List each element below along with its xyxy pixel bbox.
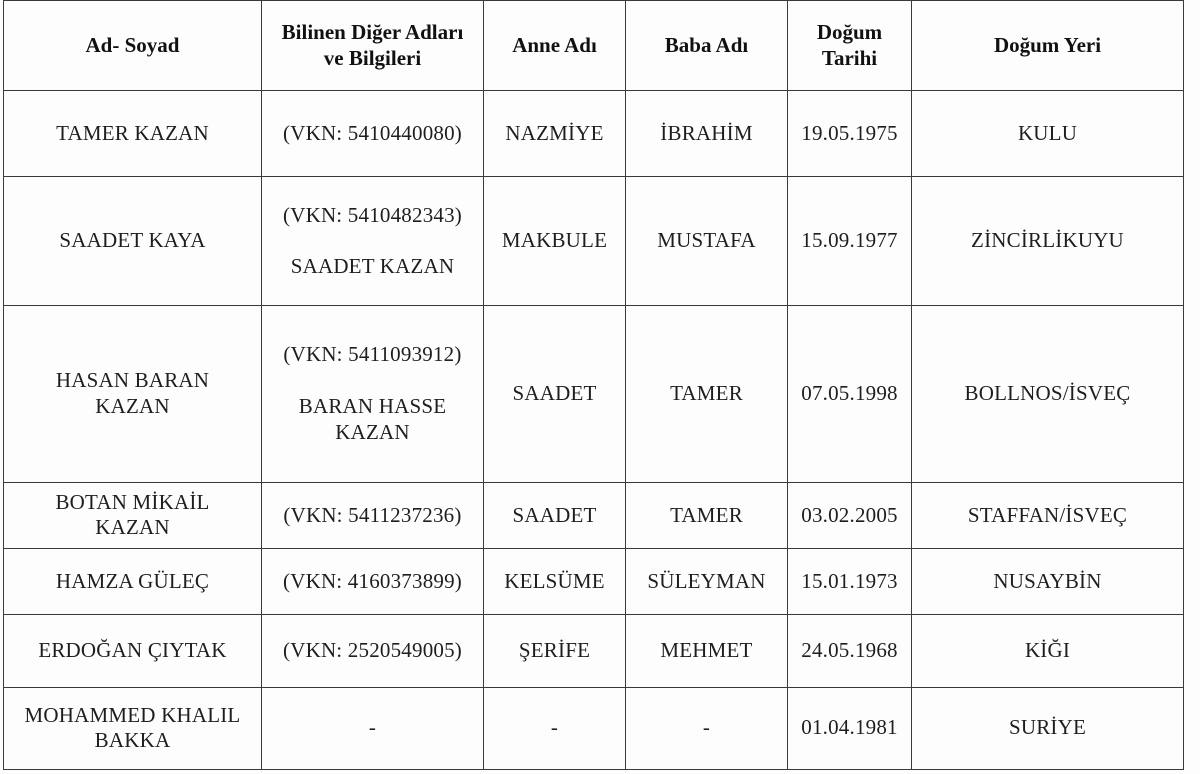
cell-other-names: (VKN: 5410440080): [262, 91, 484, 177]
persons-table: [3, 0, 1184, 770]
cell-other-names: (VKN: 5411093912) BARAN HASSE KAZAN: [262, 305, 484, 482]
header-birth-date-line1: Doğum: [816, 19, 883, 44]
header-other-names-line2: ve Bilgileri: [323, 45, 422, 70]
cell-mother: SAADET: [484, 305, 626, 482]
cell-other-names: (VKN: 4160373899): [262, 548, 484, 614]
cell-birth-date: 15.09.1977: [788, 177, 912, 306]
cell-birth-date: 19.05.1975: [788, 91, 912, 177]
cell-birth-date: 01.04.1981: [788, 687, 912, 769]
cell-mother: SAADET: [484, 482, 626, 548]
cell-name: HAMZA GÜLEÇ: [4, 548, 262, 614]
header-birth-place: Doğum Yeri: [912, 1, 1184, 91]
table-row: [4, 548, 1184, 614]
table-row: [4, 177, 1184, 306]
cell-mother: ŞERİFE: [484, 615, 626, 687]
header-name: Ad- Soyad: [4, 1, 262, 91]
cell-birth-place: NUSAYBİN: [912, 548, 1184, 614]
cell-other-names: (VKN: 5411237236): [262, 482, 484, 548]
cell-father: İBRAHİM: [626, 91, 788, 177]
cell-father: MUSTAFA: [626, 177, 788, 306]
cell-birth-date: 24.05.1968: [788, 615, 912, 687]
cell-birth-place: BOLLNOS/İSVEÇ: [912, 305, 1184, 482]
cell-father: TAMER: [626, 305, 788, 482]
cell-name: HASAN BARAN KAZAN: [4, 305, 262, 482]
cell-mother: KELSÜME: [484, 548, 626, 614]
cell-name: BOTAN MİKAİL KAZAN: [4, 482, 262, 548]
cell-birth-date: 15.01.1973: [788, 548, 912, 614]
cell-father: -: [626, 687, 788, 769]
cell-father: TAMER: [626, 482, 788, 548]
cell-birth-date: 07.05.1998: [788, 305, 912, 482]
cell-mother: NAZMİYE: [484, 91, 626, 177]
table-row: [4, 305, 1184, 482]
cell-birth-place: SURİYE: [912, 687, 1184, 769]
cell-other-names: (VKN: 2520549005): [262, 615, 484, 687]
cell-birth-place: ZİNCİRLİKUYU: [912, 177, 1184, 306]
cell-birth-date: 03.02.2005: [788, 482, 912, 548]
cell-mother: -: [484, 687, 626, 769]
cell-other-names: (VKN: 5410482343) SAADET KAZAN: [262, 177, 484, 306]
cell-name: SAADET KAYA: [4, 177, 262, 306]
header-birth-date-line2: Tarihi: [821, 45, 878, 70]
cell-father: MEHMET: [626, 615, 788, 687]
table-row: [4, 91, 1184, 177]
cell-mother: MAKBULE: [484, 177, 626, 306]
cell-birth-place: KULU: [912, 91, 1184, 177]
cell-birth-place: KİĞI: [912, 615, 1184, 687]
cell-birth-place: STAFFAN/İSVEÇ: [912, 482, 1184, 548]
table-row: [4, 615, 1184, 687]
cell-name: TAMER KAZAN: [4, 91, 262, 177]
header-other-names: [262, 1, 484, 91]
cell-father: SÜLEYMAN: [626, 548, 788, 614]
header-mother: Anne Adı: [484, 1, 626, 91]
header-birth-date: [788, 1, 912, 91]
header-row: [4, 1, 1184, 91]
cell-name: ERDOĞAN ÇIYTAK: [4, 615, 262, 687]
header-father: Baba Adı: [626, 1, 788, 91]
cell-name: MOHAMMED KHALIL BAKKA: [4, 687, 262, 769]
header-other-names-line1: Bilinen Diğer Adları: [281, 19, 464, 44]
table-row: [4, 482, 1184, 548]
table-row: [4, 687, 1184, 769]
cell-other-names: -: [262, 687, 484, 769]
